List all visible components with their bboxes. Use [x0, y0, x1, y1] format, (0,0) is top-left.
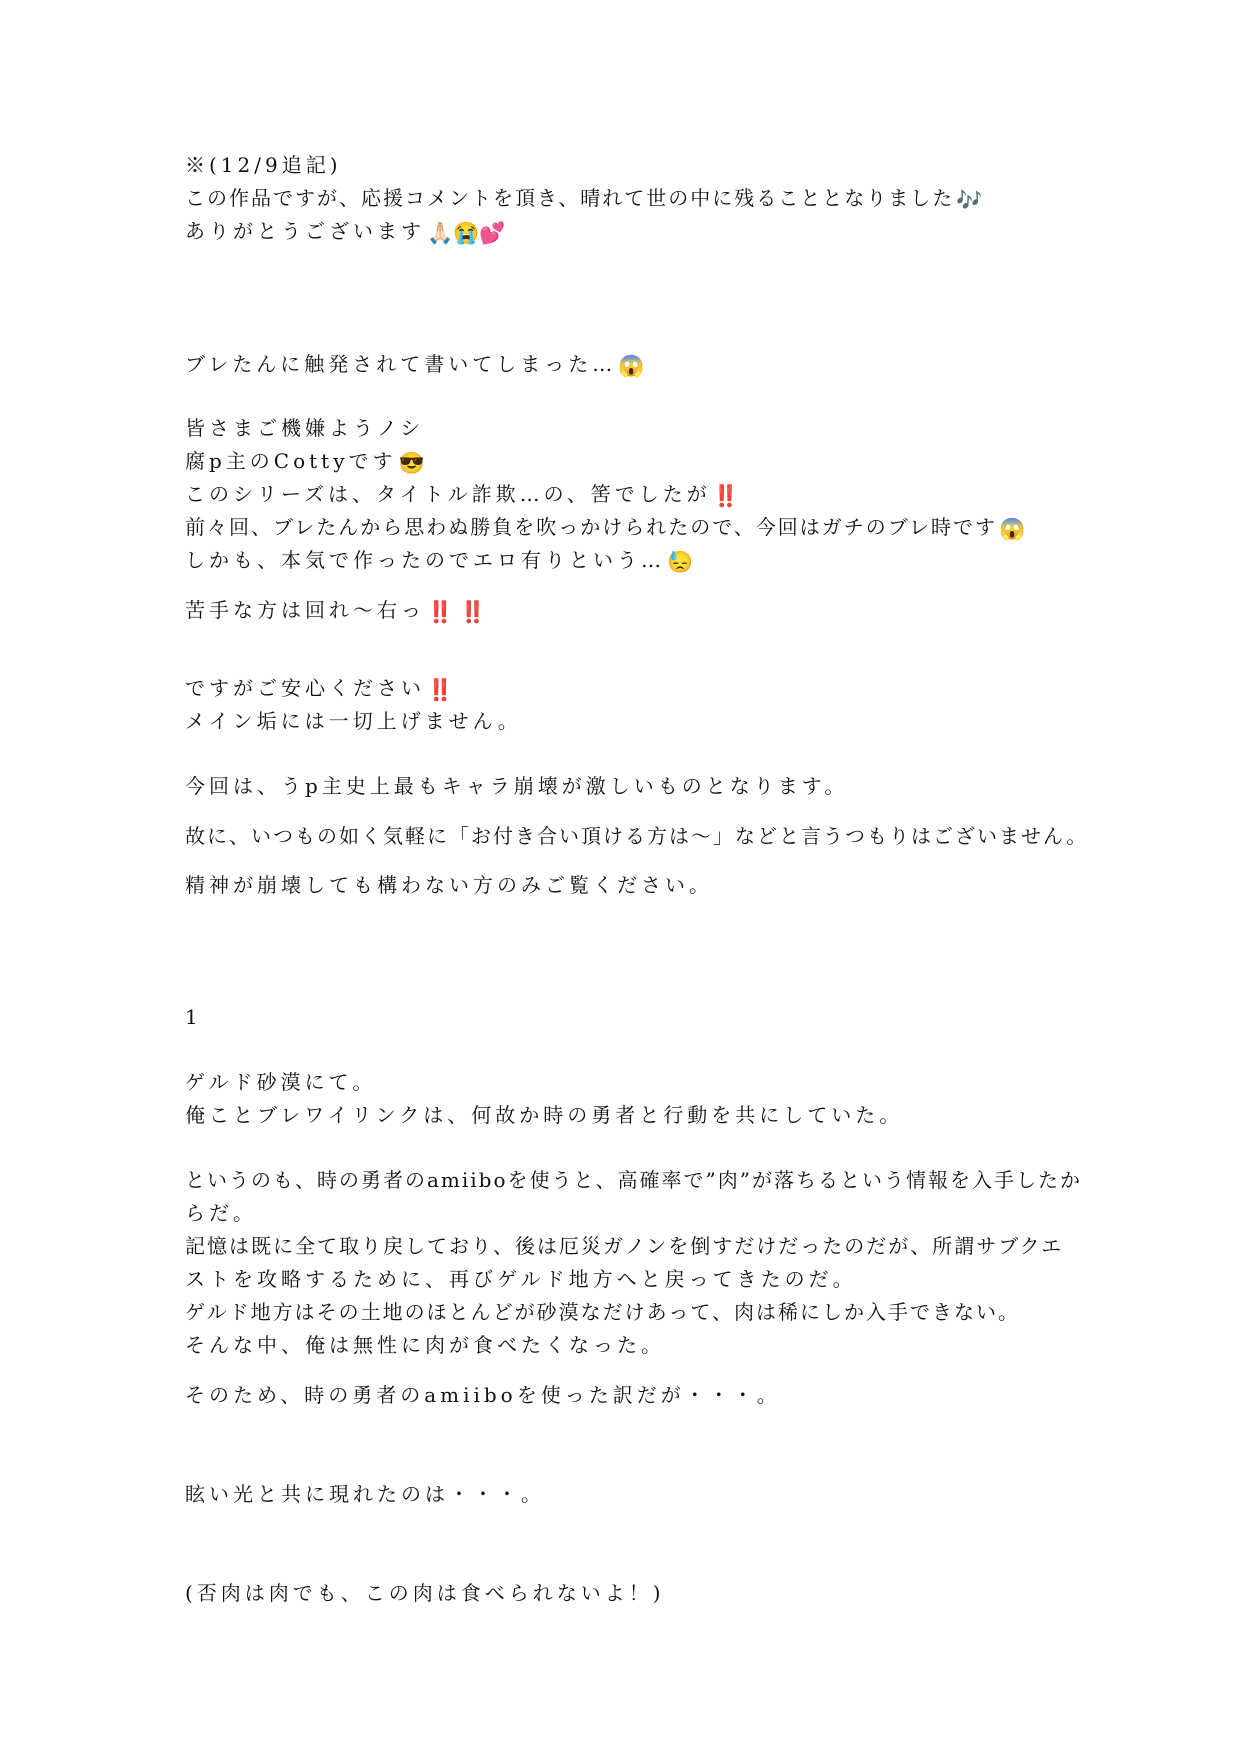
- text-line-2: [185, 188, 982, 211]
- line-text: ブレたんに触発されて書いてしまった…: [185, 352, 617, 376]
- musical-notes-icon: 🎶: [956, 188, 983, 212]
- line-text: 前々回、ブレたんから思わぬ勝負を吹っかけられたので、今回はガチのブレ時です: [185, 515, 997, 539]
- text-line-11: [185, 678, 453, 701]
- text-line-1: [185, 155, 342, 175]
- double-exclamation-icon: ‼️: [427, 678, 454, 702]
- text-line-10: [185, 600, 486, 623]
- line-text: らだ。: [185, 1201, 257, 1225]
- line-text: そのため、時の勇者のamiiboを使った訳だが・・・。: [185, 1383, 781, 1407]
- pray-cry-heart-icon: 🙏🏻😭💕: [427, 221, 506, 245]
- text-line-25: [185, 1385, 781, 1405]
- text-line-18: [185, 1105, 903, 1125]
- line-text: 1: [185, 1005, 202, 1029]
- line-text: この作品ですが、応援コメントを頂き、晴れて世の中に残ることとなりました: [185, 186, 955, 210]
- text-line-9: [185, 550, 693, 573]
- line-text: ありがとうございます: [185, 219, 425, 243]
- line-text: 今回は、うp主史上最もキャラ崩壊が激しいものとなります。: [185, 774, 849, 798]
- text-line-12: [185, 711, 522, 731]
- line-text: 皆さまご機嫌ようノシ: [185, 416, 425, 440]
- screaming-face-icon: 😱: [999, 517, 1026, 541]
- line-text: 眩い光と共に現れたのは・・・。: [185, 1482, 545, 1506]
- section-number: [185, 1007, 202, 1027]
- double-exclamation-icon: ‼️ ‼️: [427, 600, 486, 624]
- text-line-15: [185, 875, 713, 895]
- line-text: ストを攻略するために、再びゲルド地方へと戻ってきたのだ。: [185, 1267, 857, 1291]
- text-line-5: [185, 418, 424, 438]
- double-exclamation-icon: ‼️: [712, 484, 739, 508]
- line-text: そんな中、俺は無性に肉が食べたくなった。: [185, 1333, 665, 1357]
- line-text: というのも、時の勇者のamiiboを使うと、高確率で”肉”が落ちるという情報を入手したか: [185, 1168, 1082, 1192]
- line-text: メイン垢には一切上げません。: [185, 709, 522, 733]
- line-text: (否肉は肉でも、この肉は食べられないよ！): [185, 1581, 665, 1605]
- text-line-19: [185, 1170, 1082, 1190]
- text-line-8: [185, 517, 1025, 540]
- line-text: 故に、いつもの如く気軽に「お付き合い頂ける方は〜」などと言うつもりはございません。: [185, 824, 1089, 848]
- line-text: 俺ことブレワイリンクは、何故か時の勇者と行動を共にしていた。: [185, 1103, 904, 1127]
- line-text: ゲルド砂漠にて。: [185, 1070, 377, 1094]
- text-line-3: [185, 221, 505, 244]
- line-text: 腐p主のCottyです: [185, 449, 397, 473]
- line-text: しかも、本気で作ったのでエロ有りという…: [185, 548, 665, 572]
- line-text: ですがご安心ください: [185, 676, 425, 700]
- text-line-14: [185, 826, 1088, 846]
- line-text: 苦手な方は回れ〜右っ: [185, 598, 425, 622]
- line-text: 記憶は既に全て取り戻しており、後は厄災ガノンを倒すだけだったのだが、所謂サブクエ: [185, 1234, 1064, 1258]
- text-line-21: [185, 1236, 1063, 1256]
- text-line-6: [185, 451, 425, 474]
- line-text: このシリーズは、タイトル詐欺…の、筈でしたが: [185, 482, 711, 506]
- text-line-4: [185, 354, 644, 377]
- line-text: 精神が崩壊しても構わない方のみご覧ください。: [185, 873, 713, 897]
- screaming-face-icon: 😱: [618, 354, 645, 378]
- text-line-26: [185, 1484, 545, 1504]
- text-line-13: [185, 776, 848, 796]
- sweat-face-icon: 😓: [667, 550, 694, 574]
- text-line-24: [185, 1335, 665, 1355]
- sunglasses-face-icon: 😎: [398, 451, 425, 475]
- text-line-27: [185, 1583, 665, 1603]
- text-line-23: [185, 1302, 1020, 1322]
- line-text: ゲルド地方はその土地のほとんどが砂漠なだけあって、肉は稀にしか入手できない。: [185, 1300, 1020, 1324]
- text-line-20: [185, 1203, 257, 1223]
- line-text: ※(12/9追記): [185, 153, 342, 177]
- text-line-22: [185, 1269, 857, 1289]
- text-line-17: [185, 1072, 376, 1092]
- text-line-7: [185, 484, 739, 507]
